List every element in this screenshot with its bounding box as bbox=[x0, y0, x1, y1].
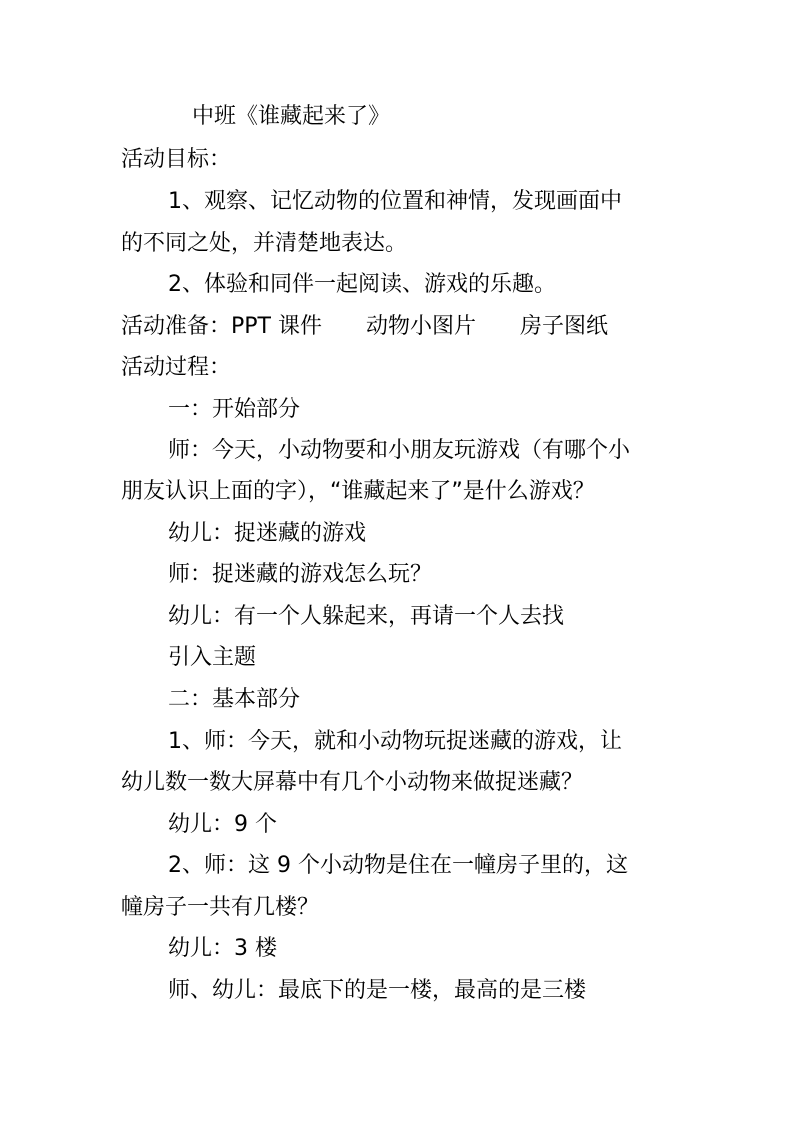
paragraph-line: 2、体验和同伴一起阅读、游戏的乐趣。 bbox=[168, 272, 556, 297]
paragraph-line: 1、观察、记忆动物的位置和神情，发现画面中 bbox=[168, 189, 622, 214]
section-heading: 活动目标： bbox=[121, 147, 232, 172]
paragraph-line: 幼儿：3 楼 bbox=[168, 936, 277, 961]
paragraph-line: 2、师：这 9 个小动物是住在一幢房子里的，这 bbox=[168, 853, 628, 878]
paragraph-line: 幼儿：捉迷藏的游戏 bbox=[168, 521, 367, 546]
paragraph-line: 师：捉迷藏的游戏怎么玩？ bbox=[168, 562, 433, 587]
paragraph-line: 幢房子一共有几楼？ bbox=[121, 895, 320, 920]
paragraph-line: 朋友认识上面的字），“谁藏起来了”是什么游戏？ bbox=[121, 479, 595, 504]
paragraph-line: 幼儿数一数大屏幕中有几个小动物来做捉迷藏？ bbox=[121, 770, 584, 795]
paragraph-line: 幼儿：9 个 bbox=[168, 812, 277, 837]
paragraph-line: 引入主题 bbox=[168, 645, 257, 670]
paragraph-line: 1、师：今天，就和小动物玩捉迷藏的游戏，让 bbox=[168, 729, 622, 754]
section-heading: 活动准备：PPT 课件 动物小图片 房子图纸 bbox=[121, 314, 608, 339]
page-title: 中班《谁藏起来了》 bbox=[192, 104, 391, 129]
paragraph-line: 师：今天，小动物要和小朋友玩游戏（有哪个小 bbox=[168, 438, 631, 463]
subsection-heading: 一：开始部分 bbox=[168, 397, 301, 422]
paragraph-line: 师、幼儿：最底下的是一楼，最高的是三楼 bbox=[168, 978, 587, 1003]
paragraph-line: 幼儿：有一个人躲起来，再请一个人去找 bbox=[168, 604, 565, 629]
paragraph-line: 的不同之处，并清楚地表达。 bbox=[121, 231, 408, 256]
subsection-heading: 二：基本部分 bbox=[168, 687, 301, 712]
section-heading: 活动过程： bbox=[121, 355, 232, 380]
